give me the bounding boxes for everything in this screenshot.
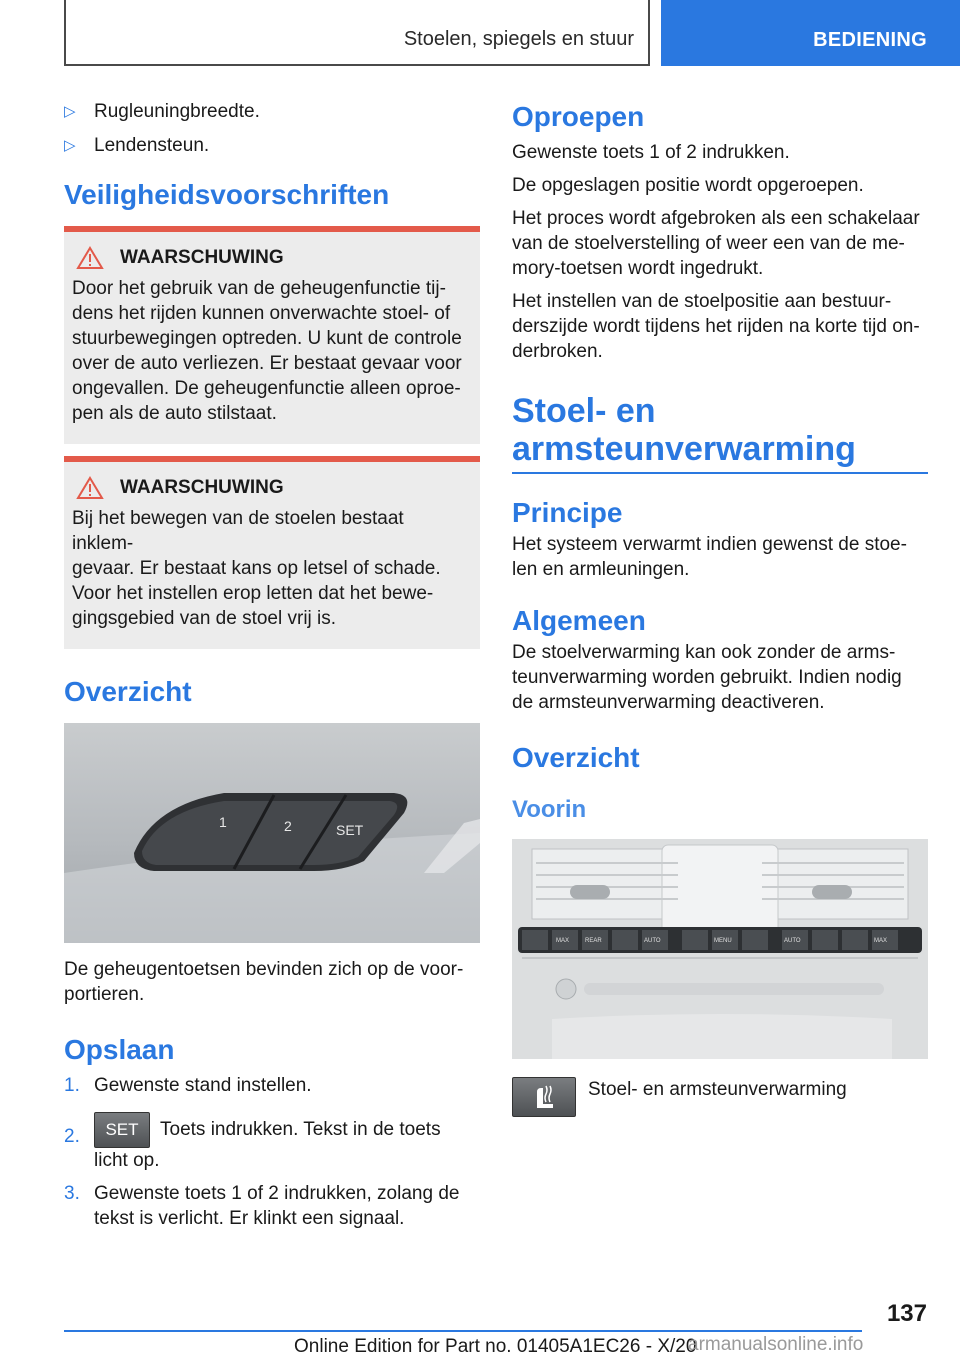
- heat-caption: Stoel- en armsteunverwarming: [588, 1079, 847, 1100]
- panel-button-label: REAR: [585, 938, 602, 944]
- step-number: 2.: [64, 1126, 80, 1147]
- warning-line: over de auto verliezen. Er bestaat gevaar voor: [72, 353, 462, 374]
- warning-triangle-icon: [76, 246, 104, 270]
- header-section-box: [661, 0, 960, 66]
- step-item: [64, 1112, 480, 1173]
- panel-button-label: MENU: [714, 938, 732, 944]
- main-heading-block: [512, 392, 928, 474]
- header-chapter-box: [64, 0, 650, 66]
- main-heading-line: armsteunverwarming: [512, 430, 856, 468]
- panel-button-label: AUTO: [644, 938, 661, 944]
- warning-line: pen als de auto stilstaat.: [72, 403, 277, 424]
- photo-button-set-label: SET: [336, 822, 364, 838]
- warning-line: gingsgebied van de stoel vrij is.: [72, 608, 337, 629]
- heat-caption-row: [512, 1077, 928, 1121]
- photo-caption-line: De geheugentoetsen bevinden zich op de voor‐: [64, 959, 464, 980]
- warning-line: Voor het instellen erop letten dat het bewe‐: [72, 583, 434, 604]
- principle-line: Het systeem verwarmt indien gewenst de stoe‐: [512, 534, 907, 555]
- seat-heating-icon: [513, 1078, 575, 1116]
- page-number: 137: [886, 1300, 927, 1327]
- chapter-title: Stoelen, spiegels en stuur: [403, 28, 634, 50]
- panel-button-label: MAX: [874, 938, 888, 944]
- general-line: De stoelverwarming kan ook zonder de arms‐: [512, 642, 896, 663]
- recall-paragraph: De opgeslagen positie wordt opgeroepen.: [512, 175, 864, 196]
- principle-heading: Principe: [512, 497, 623, 528]
- footer-edition: Online Edition for Part no. 01405A1EC26 - X/20: [294, 1336, 697, 1357]
- panel-button-label: AUTO: [784, 938, 801, 944]
- recall-line: mory-toetsen wordt ingedrukt.: [512, 258, 764, 279]
- recall-paragraph: Gewenste toets 1 of 2 indrukken.: [512, 142, 790, 163]
- warning-line: stuurbewegingen optreden. U kunt de controle: [72, 328, 462, 349]
- overview-heading: Overzicht: [64, 676, 192, 707]
- step-text-cont: tekst is verlicht. Er klinkt een signaal.: [94, 1208, 405, 1229]
- step-text: Toets indrukken. Tekst in de toets: [160, 1119, 441, 1141]
- triangle-bullet-icon: ▷: [64, 137, 76, 154]
- step-item: [64, 1073, 480, 1098]
- overview-heading: Overzicht: [512, 742, 640, 773]
- store-heading: Opslaan: [64, 1034, 175, 1065]
- general-line: teunverwarming worden gebruikt. Indien nodig: [512, 667, 902, 688]
- photo-caption-line: portieren.: [64, 984, 145, 1005]
- warning-line: Door het gebruik van de geheugenfunctie tij‐: [72, 278, 446, 299]
- memory-buttons-illustration: [64, 723, 480, 943]
- recall-line: derszijde wordt tijdens het rijden na korte tijd on‐: [512, 316, 920, 337]
- triangle-bullet-icon: ▷: [64, 103, 76, 120]
- list-item: [64, 100, 480, 124]
- front-heading: Voorin: [512, 796, 587, 823]
- right-column: [512, 100, 928, 1121]
- warning-line: dens het rijden kunnen onverwachte stoel- of: [72, 303, 451, 324]
- warning-triangle-icon: [76, 476, 104, 500]
- warning-box: [64, 226, 480, 444]
- warning-line: ongevallen. De geheugenfunctie alleen oproe‐: [72, 378, 461, 399]
- recall-line: Het proces wordt afgebroken als een schakelaar: [512, 208, 920, 229]
- left-column: [64, 100, 480, 1239]
- list-item-text: Lendensteun.: [94, 135, 210, 156]
- seat-armrest-heating-button-icon: [512, 1077, 576, 1117]
- warning-box: [64, 456, 480, 649]
- step-number: 3.: [64, 1183, 80, 1204]
- step-text: Gewenste toets 1 of 2 indrukken, zolang de: [94, 1183, 460, 1204]
- memory-buttons-photo: [64, 723, 480, 943]
- general-heading: Algemeen: [512, 605, 646, 636]
- step-item: [64, 1181, 480, 1231]
- photo-button-2-label: 2: [284, 818, 292, 834]
- warning-title: WAARSCHUWING: [76, 246, 470, 270]
- footer-divider: [64, 1330, 862, 1332]
- principle-line: len en armleuningen.: [512, 559, 690, 580]
- recall-line: van de stoelverstelling of weer een van de me‐: [512, 233, 905, 254]
- list-item: [64, 134, 480, 158]
- step-text: Gewenste stand instellen.: [94, 1075, 312, 1096]
- climate-panel-photo: [512, 839, 928, 1059]
- safety-heading: Veiligheidsvoorschriften: [64, 179, 390, 210]
- photo-button-1-label: 1: [219, 814, 227, 830]
- footer-watermark: armanualsonline.info: [688, 1334, 864, 1355]
- recall-line: Het instellen van de stoelpositie aan bestuur‐: [512, 291, 892, 312]
- recall-line: derbroken.: [512, 341, 603, 362]
- panel-button-label: MAX: [556, 938, 570, 944]
- climate-panel-illustration: [512, 839, 928, 1059]
- section-title: BEDIENING: [813, 29, 927, 51]
- general-line: de armsteunverwarming deactiveren.: [512, 692, 825, 713]
- list-item-text: Rugleuningbreedte.: [94, 101, 260, 122]
- recall-heading: Oproepen: [512, 101, 645, 132]
- step-number: 1.: [64, 1075, 80, 1096]
- step-text-cont: licht op.: [94, 1150, 160, 1171]
- warning-line: gevaar. Er bestaat kans op letsel of schade.: [72, 558, 441, 579]
- main-heading-line: Stoel- en: [512, 392, 656, 430]
- set-button-icon: SET: [94, 1112, 150, 1148]
- warning-title: WAARSCHUWING: [76, 476, 470, 500]
- warning-line: Bij het bewegen van de stoelen bestaat inklem‐: [72, 508, 404, 554]
